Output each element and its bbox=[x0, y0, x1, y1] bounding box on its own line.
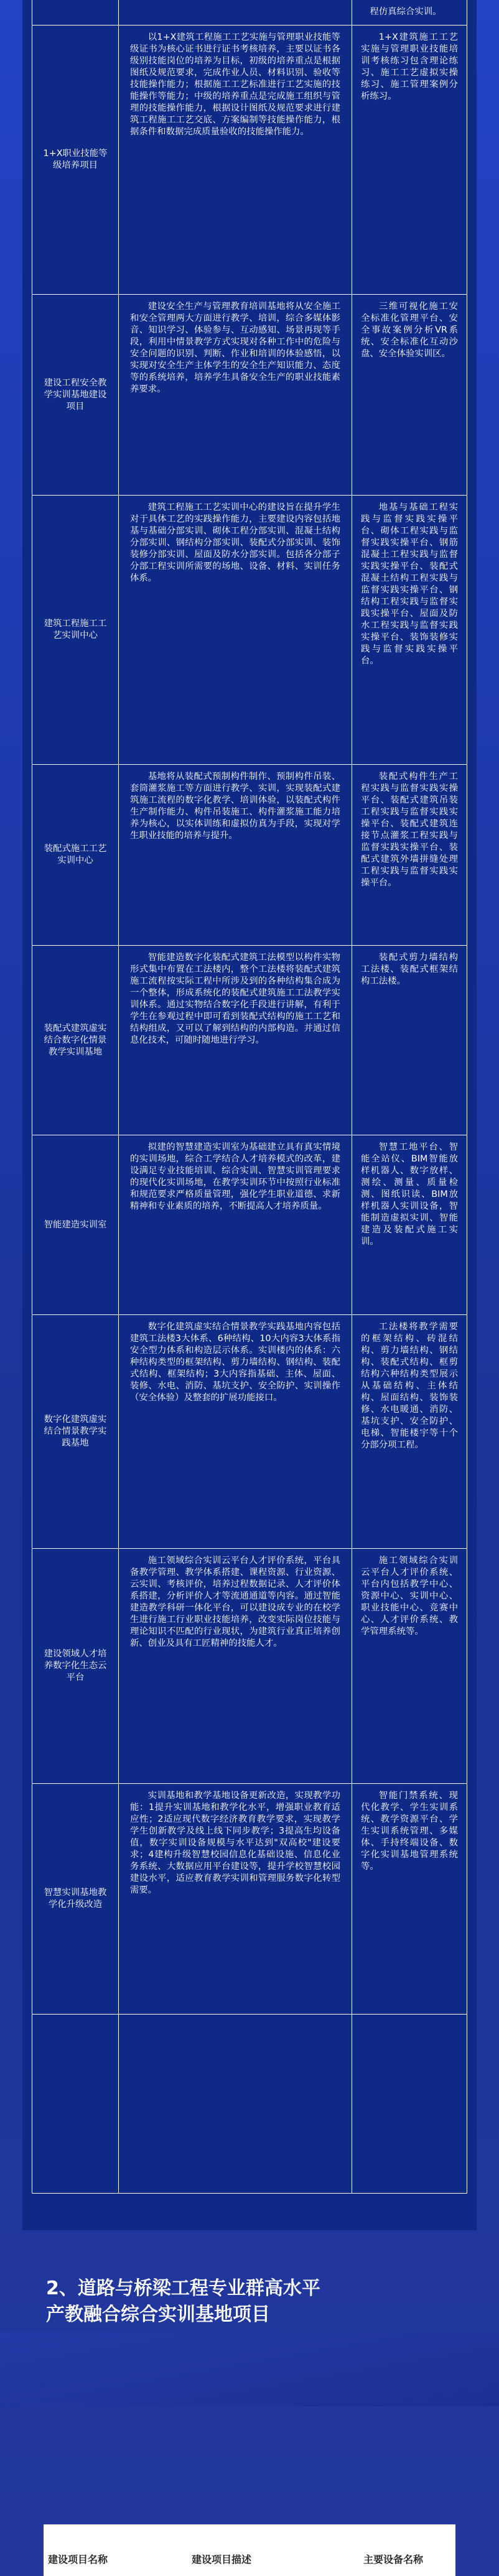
row-equipment-text: 智慧工地平台、智能全站仪、BIM智能放样机器人、数字放样、测绘、测量、质量检测、图纸识读、BIM放样机器人实训设备，智能制造虚拟实训、智能建造及装配式施工实训。 bbox=[361, 1142, 458, 1247]
row-equipment bbox=[352, 295, 467, 495]
row-name bbox=[32, 496, 119, 764]
section-title bbox=[46, 2276, 320, 2328]
row-name-text: 数字化建筑虚实结合情景教学实践基地 bbox=[44, 1415, 107, 1448]
row-name bbox=[32, 25, 119, 294]
row-equipment-text: 程仿真综合实训。 bbox=[370, 7, 442, 17]
row-equipment-text: 1+X建筑施工工艺实施与管理职业技能培训考核练习包含理论练习、施工工艺虚拟实操练习、施工管理案例分析练习。 bbox=[361, 32, 458, 101]
row-name bbox=[32, 946, 119, 1135]
col-header-project-name: 建设项目名称 bbox=[47, 2553, 108, 2565]
row-name bbox=[32, 1784, 119, 2014]
table-row bbox=[32, 1135, 467, 1315]
row-description bbox=[119, 496, 352, 764]
row-equipment-text: 地基与基础工程实践与监督实践实操平台、砌体工程实践与监督实践实操平台、钢筋混凝土工程实践与监督实践实操平台、装配式混凝土结构工程实践与监督实践实操平台、钢结构工程实践与监督实践实操平台、屋面及防水工程实践与监督实践实操平台、装饰装修实践与监督实践实操平台。 bbox=[361, 502, 458, 666]
row-description bbox=[119, 295, 352, 495]
row-description-text: 实训基地和教学基地设备更新改造，实现教学功能：1提升实训基地和教学化水平，增强职业教育适应性；2适应现代数字经济教育教学要求，实现教学学生创新教学及线上线下同步教学；3提高生均设备值，数字实训设备规模与水平达到"双高校"建设要求；4建构升级智慧校园信息化基础设施、信息化业务系统、大数据应用平台建设等，提升学校智慧校园建设水平，适应教育教学实训和管理服务数字化转型需要。 bbox=[130, 1791, 340, 1895]
row-name bbox=[32, 765, 119, 945]
row-equipment bbox=[352, 496, 467, 764]
row-equipment bbox=[352, 0, 467, 25]
row-name-text: 建设领域人才培养数字化生态云平台 bbox=[44, 1649, 107, 1683]
table-row bbox=[32, 1784, 467, 2015]
row-name bbox=[32, 0, 119, 25]
col-header-project-description: 建设项目描述 bbox=[191, 2553, 251, 2565]
row-description bbox=[119, 1315, 352, 1548]
row-equipment-text: 三维可视化施工安全标准化管理平台、安全事故案例分析VR系统、安全标准化互动沙盘、安全体验实训区。 bbox=[361, 302, 458, 359]
row-equipment-text: 装配式剪力墙结构工法楼、装配式框架结构工法楼。 bbox=[361, 953, 458, 986]
row-description bbox=[119, 1549, 352, 1783]
row-description-text: 基地将从装配式预制构件制作、预制构件吊装、套筒灌浆施工等方面进行教学、实训，实现装配式建筑施工流程的数字化教学、培训体验，以装配式构件生产制作能力、构件吊装施工、构件灌浆施工能力培养为核心，以实体训练和虚拟仿真为手段，实现对学生职业技能的培养与提升。 bbox=[130, 772, 340, 841]
row-name-text: 1+X职业技能等级培养项目 bbox=[43, 149, 108, 170]
row-name bbox=[32, 295, 119, 495]
table-row bbox=[32, 0, 467, 25]
row-equipment bbox=[352, 25, 467, 294]
row-name-text: 装配式建筑虚实结合数字化情景教学实训基地 bbox=[44, 1023, 107, 1057]
section-title-line2: 产教融合综合实训基地项目 bbox=[46, 2304, 270, 2325]
row-name-text: 智慧实训基地教学化升级改造 bbox=[44, 1888, 107, 1909]
table-row bbox=[32, 946, 467, 1135]
row-description-text: 数字化建筑虚实结合情景教学实践基地内容包括建筑工法楼3大体系、6种结构、10大内容3大体系指安全型力体系和构造层示体系。实训楼内的体系：六种结构类型的框架结构、剪力墙结构、钢结构、装配式结构、框架结构；3大内容指基础、主体、屋面、装修、水电、消防、基坑支护、安全防护、实训操作（安全体验）及整套的扩展功能接口。 bbox=[130, 1322, 340, 1403]
row-description bbox=[119, 1784, 352, 2014]
row-equipment bbox=[352, 1135, 467, 1314]
row-equipment bbox=[352, 946, 467, 1135]
row-description bbox=[119, 765, 352, 945]
table-row bbox=[32, 295, 467, 496]
row-description bbox=[119, 2015, 352, 2193]
row-equipment-text: 施工领域综合实训云平台人才评价系统、平台内包括教学中心、资源中心、实训中心、职业技能中心、竞赛中心、人才评价系统、教学管理系统等。 bbox=[361, 1556, 458, 1637]
row-name bbox=[32, 1549, 119, 1783]
row-name bbox=[32, 2015, 119, 2193]
row-name bbox=[32, 1135, 119, 1314]
row-name-text: 建筑工程施工工艺实训中心 bbox=[44, 619, 107, 640]
row-description-text: 建筑工程施工工艺实训中心的建设旨在提升学生对于具体工艺的实践操作能力，主要建设内容包括地基与基础分部实训、砌体工程分部实训、混凝土结构分部实训、钢结构分部实训、装配式分部实训、装饰装修分部实训、屋面及防水分部实训。包括各分部子分部工程实训所需要的场地、设备、材料、实训任务体系。 bbox=[130, 502, 340, 583]
row-equipment-text: 装配式构件生产工程实践与监督实践实操平台、装配式建筑吊装工程实践与监督实践实操平台、装配式建筑连接节点灌浆工程实践与监督实践实操平台、装配式建筑外墙拼缝处理工程实践与监督实践实操平台。 bbox=[361, 772, 458, 888]
table-row bbox=[32, 1315, 467, 1549]
row-name bbox=[32, 1315, 119, 1548]
table-row bbox=[32, 1549, 467, 1784]
row-description bbox=[119, 0, 352, 25]
row-name-text: 装配式施工工艺实训中心 bbox=[44, 844, 107, 866]
row-description bbox=[119, 946, 352, 1135]
row-description-text: 以1+X建筑工程施工工艺实施与管理职业技能等级证书为核心证书进行证书考核培养，主要以证书各级别技能岗位的培养为目标，初级的培养重点是根据图纸及规范要求，完成作业人员、材料识别、验收等技能操作能力；根据施工工艺标准进行工艺实施的技能操作等能力；中级的培养重点是完成施工组织与管理的技能操作能力，根据设计图纸及规范要求进行建筑工程施工工艺交底、方案编制等技能操作能力，根据条件和数据完成质量验收的技能操作能力。 bbox=[130, 32, 340, 137]
table-row bbox=[32, 496, 467, 765]
row-description-text: 建设安全生产与管理教育培训基地将从安全施工和安全管理两大方面进行教学、培训，综合多媒体影音、知识学习、体验参与、互动感知、场景再现等手段，利用中情景教学方式实现对各种工作中的危险与安全问题的识别、判断、作业和培训的体验感悟，以实现对安全生产主体学生的安全生产知识能力、态度等的系统培养，培养学生具备安全生产的职业技能素养要求。 bbox=[130, 302, 340, 394]
table-row bbox=[32, 25, 467, 295]
row-equipment-text: 智能门禁系统、现代化教学、学生实训系统、教学资源平台、学生实训系统管理、多媒体、手持终端设备、数字化实训基地管理系统等。 bbox=[361, 1791, 458, 1872]
row-equipment-text: 工法楼将教学需要的框架结构、砖混结构、剪力墙结构、钢结构、装配式结构、框剪结构六种结构类型展示从基础结构、主体结构、屋面结构、装饰装修、水电暖通、消防、基坑支护、安全防护、电梯、智能楼宇等十个分部分项工程。 bbox=[361, 1322, 458, 1450]
row-description bbox=[119, 1135, 352, 1314]
table-row bbox=[32, 765, 467, 946]
row-description-text: 拟建的智慧建造实训室为基础建立具有真实情境的实训场地，综合工学结合人才培养模式的改革，建设满足专业技能培训、综合实训、智慧实训管理要求的现代化实训场地，在教学实训环节中按照行业标准和规范要求严格质量管理，强化学生职业道德、求新精神和专业素质的培养，不断提高人才培养质量。 bbox=[130, 1142, 340, 1211]
project-table-header bbox=[44, 2524, 455, 2576]
decorative-band bbox=[0, 2332, 499, 2406]
row-description-text: 施工领域综合实训云平台人才评价系统，平台具备教学管理、教学体系搭建、课程资源、行业资源、云实训、考核评价，培养过程数据记录、人才评价体系搭建，分析评价人才等流通通道等内容。通过智能建造教学科研一体化平台，可以建设成专业的在校学生进行施工行业职业技能培养，改变实际岗位技能与理论知识不匹配的行业现状，为建筑行业真正培养创新、创业及具有工匠精神的技能人才。 bbox=[130, 1556, 340, 1648]
row-name-text: 建设工程安全教学实训基地建设项目 bbox=[44, 377, 107, 412]
col-header-main-equipment: 主要设备名称 bbox=[363, 2553, 423, 2565]
row-equipment bbox=[352, 1549, 467, 1783]
row-equipment bbox=[352, 2015, 467, 2193]
row-name-text: 智能建造实训室 bbox=[44, 1219, 107, 1230]
facility-table bbox=[32, 0, 467, 2194]
table-row bbox=[32, 2015, 467, 2194]
row-description-text: 智能建造数字化装配式建筑工法模型以构件实物形式集中布置在工法楼内，整个工法楼将装配式建筑施工流程按实际工程中所涉及到的各种结构集合成为一个整体，形成系统化的装配式建筑施工工法教学实训体系。通过实物结合数字化手段进行讲解，有利于学生在参观过程中即可看到装配式结构的施工工艺和结构组成，又可以了解到结构的内部构造。并通过信息化技术，可随时随地进行学习。 bbox=[130, 953, 340, 1045]
row-equipment bbox=[352, 1784, 467, 2014]
row-equipment bbox=[352, 1315, 467, 1548]
section-title-line1: 2、道路与桥梁工程专业群高水平 bbox=[46, 2278, 320, 2299]
row-description bbox=[119, 25, 352, 294]
row-equipment bbox=[352, 765, 467, 945]
